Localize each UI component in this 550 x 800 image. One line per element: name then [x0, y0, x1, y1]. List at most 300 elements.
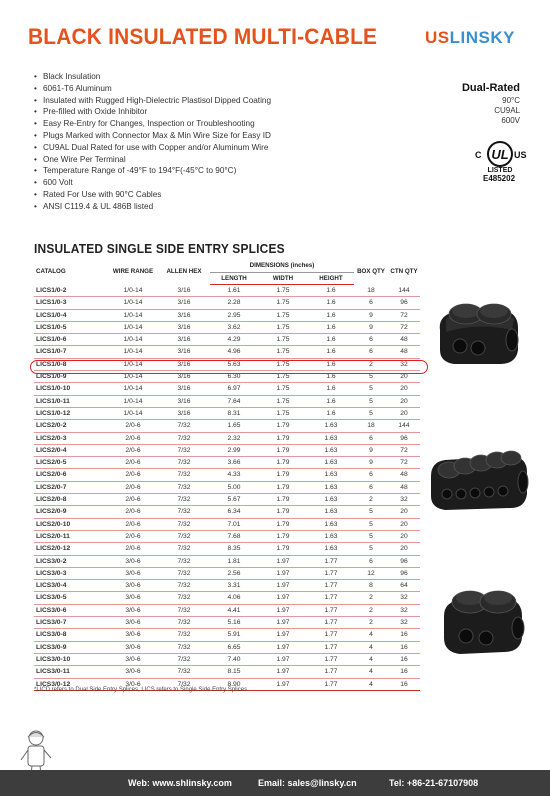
ul-us-label: US [514, 150, 527, 160]
box-qty-cell: 6 [354, 432, 388, 444]
table-row [34, 518, 420, 530]
ul-c-label: C [475, 150, 482, 160]
allen-hex-cell: 7/32 [158, 457, 210, 469]
box-qty-cell: 5 [354, 383, 388, 395]
height-cell: 1.6 [308, 395, 354, 407]
rating-voltage: 600V [501, 116, 520, 125]
box-qty-cell: 6 [354, 346, 388, 358]
allen-hex-cell: 3/16 [158, 407, 210, 419]
catalog-cell: LICS2/0-7 [34, 481, 108, 493]
ctn-qty-cell: 48 [388, 481, 420, 493]
ctn-qty-cell: 20 [388, 395, 420, 407]
catalog-cell: LICS2/0-12 [34, 543, 108, 555]
box-qty-cell: 4 [354, 678, 388, 690]
wire-range-cell: 3/0-6 [108, 678, 158, 690]
width-cell: 1.79 [258, 457, 308, 469]
wire-range-cell: 3/0-6 [108, 580, 158, 592]
allen-hex-cell: 7/32 [158, 678, 210, 690]
col-length: LENGTH [210, 273, 258, 285]
height-cell: 1.6 [308, 334, 354, 346]
height-cell: 1.77 [308, 604, 354, 616]
box-qty-cell: 4 [354, 666, 388, 678]
height-cell: 1.77 [308, 653, 354, 665]
catalog-cell: LICS1/0-6 [34, 334, 108, 346]
length-cell: 2.95 [210, 309, 258, 321]
feature-item: • One Wire Per Terminal [34, 154, 271, 166]
length-cell: 7.64 [210, 395, 258, 407]
box-qty-cell: 8 [354, 580, 388, 592]
ctn-qty-cell: 20 [388, 407, 420, 419]
table-row [34, 285, 420, 297]
ctn-qty-cell: 20 [388, 530, 420, 542]
height-cell: 1.77 [308, 641, 354, 653]
ctn-qty-cell: 32 [388, 494, 420, 506]
allen-hex-cell: 7/32 [158, 494, 210, 506]
allen-hex-cell: 3/16 [158, 297, 210, 309]
feature-item: • CU9AL Dual Rated for use with Copper and/or Aluminum Wire [34, 142, 271, 154]
ctn-qty-cell: 20 [388, 543, 420, 555]
wire-range-cell: 2/0-6 [108, 457, 158, 469]
allen-hex-cell: 7/32 [158, 555, 210, 567]
length-cell: 8.90 [210, 678, 258, 690]
wire-range-cell: 1/0-14 [108, 285, 158, 297]
length-cell: 4.96 [210, 346, 258, 358]
box-qty-cell: 18 [354, 420, 388, 432]
allen-hex-cell: 7/32 [158, 666, 210, 678]
wire-range-cell: 3/0-6 [108, 617, 158, 629]
height-cell: 1.63 [308, 444, 354, 456]
ctn-qty-cell: 32 [388, 604, 420, 616]
height-cell: 1.63 [308, 530, 354, 542]
box-qty-cell: 4 [354, 653, 388, 665]
length-cell: 2.32 [210, 432, 258, 444]
wire-range-cell: 1/0-14 [108, 321, 158, 333]
table-row [34, 334, 420, 346]
table-row [34, 592, 420, 604]
catalog-cell: LICS1/0-10 [34, 383, 108, 395]
wire-range-cell: 3/0-6 [108, 555, 158, 567]
box-qty-cell: 6 [354, 297, 388, 309]
height-cell: 1.77 [308, 678, 354, 690]
rating-block [462, 83, 520, 126]
length-cell: 4.06 [210, 592, 258, 604]
height-cell: 1.6 [308, 285, 354, 297]
catalog-cell: LICS2/0-11 [34, 530, 108, 542]
feature-item: • 6061-T6 Aluminum [34, 83, 271, 95]
table-row [34, 346, 420, 358]
box-qty-cell: 2 [354, 617, 388, 629]
catalog-cell: LICS1/0-3 [34, 297, 108, 309]
box-qty-cell: 2 [354, 592, 388, 604]
table-row [34, 567, 420, 579]
col-height: HEIGHT [308, 273, 354, 285]
wire-range-cell: 3/0-6 [108, 567, 158, 579]
width-cell: 1.79 [258, 420, 308, 432]
col-dimensions: DIMENSIONS (inches) [210, 260, 354, 273]
table-row [34, 641, 420, 653]
box-qty-cell: 2 [354, 494, 388, 506]
allen-hex-cell: 3/16 [158, 395, 210, 407]
width-cell: 1.79 [258, 432, 308, 444]
col-ctn-qty: CTN QTY [390, 268, 418, 276]
allen-hex-cell: 3/16 [158, 334, 210, 346]
wire-range-cell: 3/0-6 [108, 604, 158, 616]
length-cell: 3.62 [210, 321, 258, 333]
wire-range-cell: 3/0-6 [108, 641, 158, 653]
table-body [34, 285, 420, 691]
table-row [34, 297, 420, 309]
wire-range-cell: 3/0-6 [108, 653, 158, 665]
box-qty-cell: 6 [354, 334, 388, 346]
ctn-qty-cell: 20 [388, 518, 420, 530]
length-cell: 5.00 [210, 481, 258, 493]
highlight-ring [30, 360, 428, 374]
table-row [34, 494, 420, 506]
height-cell: 1.77 [308, 629, 354, 641]
length-cell: 1.81 [210, 555, 258, 567]
box-qty-cell: 5 [354, 395, 388, 407]
feature-item: • Plugs Marked with Connector Max & Min Wire Size for Easy ID [34, 130, 271, 142]
width-cell: 1.75 [258, 309, 308, 321]
allen-hex-cell: 7/32 [158, 653, 210, 665]
length-cell: 1.61 [210, 285, 258, 297]
table-row [34, 481, 420, 493]
height-cell: 1.77 [308, 617, 354, 629]
ctn-qty-cell: 48 [388, 334, 420, 346]
box-qty-cell: 5 [354, 518, 388, 530]
footer-web[interactable]: Web: www.shlinsky.com [128, 778, 232, 788]
ctn-qty-cell: 96 [388, 432, 420, 444]
table-row [34, 506, 420, 518]
wire-range-cell: 1/0-14 [108, 297, 158, 309]
width-cell: 1.75 [258, 321, 308, 333]
catalog-cell: LICS2/0-3 [34, 432, 108, 444]
catalog-cell: LICS3/0-10 [34, 653, 108, 665]
width-cell: 1.97 [258, 592, 308, 604]
ctn-qty-cell: 48 [388, 346, 420, 358]
wire-range-cell: 2/0-6 [108, 506, 158, 518]
wire-range-cell: 3/0-6 [108, 629, 158, 641]
length-cell: 7.40 [210, 653, 258, 665]
allen-hex-cell: 7/32 [158, 629, 210, 641]
feature-list [34, 71, 271, 213]
ctn-qty-cell: 48 [388, 469, 420, 481]
wire-range-cell: 2/0-6 [108, 543, 158, 555]
height-cell: 1.63 [308, 481, 354, 493]
ctn-qty-cell: 72 [388, 309, 420, 321]
svg-text:UL: UL [491, 147, 509, 162]
brand-logo [425, 28, 515, 48]
width-cell: 1.79 [258, 530, 308, 542]
box-qty-cell: 5 [354, 530, 388, 542]
height-cell: 1.63 [308, 506, 354, 518]
length-cell: 5.63 [210, 358, 258, 370]
allen-hex-cell: 3/16 [158, 358, 210, 370]
box-qty-cell: 12 [354, 567, 388, 579]
box-qty-cell: 5 [354, 506, 388, 518]
splice-single-port-image [436, 576, 530, 660]
length-cell: 4.41 [210, 604, 258, 616]
table-row [34, 309, 420, 321]
wire-range-cell: 1/0-14 [108, 407, 158, 419]
catalog-cell: LICS3/0-9 [34, 641, 108, 653]
ctn-qty-cell: 16 [388, 629, 420, 641]
catalog-cell: LICS2/0-4 [34, 444, 108, 456]
height-cell: 1.6 [308, 321, 354, 333]
ctn-qty-cell: 96 [388, 567, 420, 579]
table-row [34, 530, 420, 542]
ctn-qty-cell: 144 [388, 420, 420, 432]
ctn-qty-cell: 16 [388, 653, 420, 665]
length-cell: 6.30 [210, 371, 258, 383]
height-cell: 1.63 [308, 543, 354, 555]
box-qty-cell: 4 [354, 641, 388, 653]
height-cell: 1.63 [308, 494, 354, 506]
catalog-cell: LICS1/0-5 [34, 321, 108, 333]
height-cell: 1.6 [308, 346, 354, 358]
box-qty-cell: 5 [354, 371, 388, 383]
ctn-qty-cell: 96 [388, 297, 420, 309]
wire-range-cell: 2/0-6 [108, 469, 158, 481]
width-cell: 1.97 [258, 641, 308, 653]
height-cell: 1.77 [308, 567, 354, 579]
width-cell: 1.75 [258, 346, 308, 358]
width-cell: 1.75 [258, 285, 308, 297]
width-cell: 1.97 [258, 653, 308, 665]
col-catalog: CATALOG [36, 268, 66, 276]
allen-hex-cell: 3/16 [158, 309, 210, 321]
allen-hex-cell: 7/32 [158, 444, 210, 456]
col-wire-range: WIRE RANGE [112, 268, 154, 276]
length-cell: 8.31 [210, 407, 258, 419]
width-cell: 1.97 [258, 555, 308, 567]
height-cell: 1.63 [308, 420, 354, 432]
wire-range-cell: 1/0-14 [108, 346, 158, 358]
col-box-qty: BOX QTY [357, 268, 385, 276]
allen-hex-cell: 7/32 [158, 580, 210, 592]
logo-us: US [425, 28, 450, 47]
ctn-qty-cell: 16 [388, 678, 420, 690]
catalog-cell: LICS1/0-7 [34, 346, 108, 358]
height-cell: 1.6 [308, 371, 354, 383]
length-cell: 8.35 [210, 543, 258, 555]
allen-hex-cell: 3/16 [158, 371, 210, 383]
ctn-qty-cell: 16 [388, 641, 420, 653]
wire-range-cell: 1/0-14 [108, 371, 158, 383]
catalog-cell: LICS3/0-6 [34, 604, 108, 616]
allen-hex-cell: 7/32 [158, 617, 210, 629]
length-cell: 2.99 [210, 444, 258, 456]
width-cell: 1.97 [258, 678, 308, 690]
wire-range-cell: 1/0-14 [108, 309, 158, 321]
feature-item: • Pre-filled with Oxide Inhibitor [34, 106, 271, 118]
ctn-qty-cell: 96 [388, 555, 420, 567]
height-cell: 1.6 [308, 309, 354, 321]
table-row [34, 617, 420, 629]
height-cell: 1.6 [308, 383, 354, 395]
allen-hex-cell: 7/32 [158, 432, 210, 444]
box-qty-cell: 9 [354, 309, 388, 321]
col-allen-hex: ALLEN HEX [166, 268, 202, 276]
height-cell: 1.63 [308, 469, 354, 481]
height-cell: 1.77 [308, 580, 354, 592]
table-row [34, 444, 420, 456]
allen-hex-cell: 7/32 [158, 641, 210, 653]
ctn-qty-cell: 64 [388, 580, 420, 592]
ctn-qty-cell: 20 [388, 383, 420, 395]
length-cell: 7.68 [210, 530, 258, 542]
feature-item: • Black Insulation [34, 71, 271, 83]
length-cell: 6.97 [210, 383, 258, 395]
height-cell: 1.6 [308, 407, 354, 419]
table-row [34, 457, 420, 469]
length-cell: 5.91 [210, 629, 258, 641]
wire-range-cell: 1/0-14 [108, 395, 158, 407]
ctn-qty-cell: 144 [388, 285, 420, 297]
length-cell: 1.65 [210, 420, 258, 432]
footer-email[interactable]: Email: sales@linsky.cn [258, 778, 357, 788]
box-qty-cell: 4 [354, 629, 388, 641]
allen-hex-cell: 7/32 [158, 506, 210, 518]
width-cell: 1.79 [258, 481, 308, 493]
catalog-cell: LICS1/0-8 [34, 358, 108, 370]
length-cell: 3.31 [210, 580, 258, 592]
feature-item: • ANSI C119.4 & UL 486B listed [34, 201, 271, 213]
catalog-cell: LICS1/0-2 [34, 285, 108, 297]
splice-spec-table [34, 260, 420, 691]
allen-hex-cell: 3/16 [158, 383, 210, 395]
catalog-cell: LICS3/0-2 [34, 555, 108, 567]
length-cell: 4.29 [210, 334, 258, 346]
catalog-cell: LICS1/0-9 [34, 371, 108, 383]
width-cell: 1.97 [258, 666, 308, 678]
rating-material: CU9AL [494, 106, 520, 115]
table-row [34, 580, 420, 592]
allen-hex-cell: 7/32 [158, 604, 210, 616]
catalog-cell: LICS2/0-9 [34, 506, 108, 518]
ctn-qty-cell: 32 [388, 592, 420, 604]
allen-hex-cell: 7/32 [158, 530, 210, 542]
allen-hex-cell: 7/32 [158, 420, 210, 432]
ul-file-number: E485202 [483, 174, 516, 183]
wire-range-cell: 2/0-6 [108, 530, 158, 542]
wire-range-cell: 2/0-6 [108, 420, 158, 432]
width-cell: 1.75 [258, 358, 308, 370]
allen-hex-cell: 7/32 [158, 543, 210, 555]
allen-hex-cell: 7/32 [158, 518, 210, 530]
wire-range-cell: 3/0-6 [108, 666, 158, 678]
width-cell: 1.97 [258, 567, 308, 579]
catalog-cell: LICS3/0-12 [34, 678, 108, 690]
wire-range-cell: 2/0-6 [108, 432, 158, 444]
catalog-cell: LICS1/0-4 [34, 309, 108, 321]
catalog-cell: LICS3/0-8 [34, 629, 108, 641]
height-cell: 1.63 [308, 518, 354, 530]
box-qty-cell: 5 [354, 407, 388, 419]
ctn-qty-cell: 20 [388, 371, 420, 383]
catalog-cell: LICS2/0-2 [34, 420, 108, 432]
width-cell: 1.75 [258, 371, 308, 383]
rating-title: Dual-Rated [461, 82, 520, 94]
ctn-qty-cell: 16 [388, 666, 420, 678]
height-cell: 1.77 [308, 592, 354, 604]
length-cell: 2.28 [210, 297, 258, 309]
box-qty-cell: 5 [354, 543, 388, 555]
page-title: BLACK INSULATED MULTI-CABLE [28, 24, 378, 49]
catalog-cell: LICS1/0-12 [34, 407, 108, 419]
height-cell: 1.6 [308, 297, 354, 309]
catalog-cell: LICS2/0-5 [34, 457, 108, 469]
width-cell: 1.97 [258, 617, 308, 629]
length-cell: 4.33 [210, 469, 258, 481]
catalog-cell: LICS2/0-8 [34, 494, 108, 506]
table-row [34, 407, 420, 419]
length-cell: 7.01 [210, 518, 258, 530]
width-cell: 1.97 [258, 629, 308, 641]
wire-range-cell: 3/0-6 [108, 592, 158, 604]
width-cell: 1.79 [258, 494, 308, 506]
allen-hex-cell: 7/32 [158, 469, 210, 481]
width-cell: 1.97 [258, 604, 308, 616]
catalog-cell: LICS2/0-10 [34, 518, 108, 530]
width-cell: 1.75 [258, 395, 308, 407]
table-row [34, 666, 420, 678]
width-cell: 1.75 [258, 407, 308, 419]
ctn-qty-cell: 32 [388, 617, 420, 629]
table-row [34, 604, 420, 616]
feature-item: • Easy Re-Entry for Changes, Inspection or Troubleshooting [34, 118, 271, 130]
catalog-cell: LICS1/0-11 [34, 395, 108, 407]
box-qty-cell: 6 [354, 555, 388, 567]
height-cell: 1.63 [308, 457, 354, 469]
width-cell: 1.97 [258, 580, 308, 592]
width-cell: 1.75 [258, 383, 308, 395]
rating-temp: 90°C [502, 96, 520, 105]
ctn-qty-cell: 72 [388, 321, 420, 333]
feature-item: • Rated For Use with 90°C Cables [34, 189, 271, 201]
length-cell: 6.34 [210, 506, 258, 518]
width-cell: 1.75 [258, 334, 308, 346]
logo-linsky: LINSKY [449, 28, 515, 47]
splice-multi-port-image [425, 440, 531, 516]
length-cell: 8.15 [210, 666, 258, 678]
box-qty-cell: 6 [354, 469, 388, 481]
wire-range-cell: 1/0-14 [108, 334, 158, 346]
catalog-cell: LICS3/0-7 [34, 617, 108, 629]
table-row [34, 653, 420, 665]
box-qty-cell: 9 [354, 457, 388, 469]
allen-hex-cell: 3/16 [158, 346, 210, 358]
wire-range-cell: 1/0-14 [108, 358, 158, 370]
box-qty-cell: 2 [354, 358, 388, 370]
table-row [34, 555, 420, 567]
height-cell: 1.6 [308, 358, 354, 370]
allen-hex-cell: 7/32 [158, 592, 210, 604]
box-qty-cell: 6 [354, 481, 388, 493]
section-title: INSULATED SINGLE SIDE ENTRY SPLICES [34, 241, 285, 256]
length-cell: 5.16 [210, 617, 258, 629]
ctn-qty-cell: 72 [388, 457, 420, 469]
footer-tel: Tel: +86-21-67107908 [389, 778, 479, 788]
feature-item: • 600 Volt [34, 177, 271, 189]
ctn-qty-cell: 20 [388, 506, 420, 518]
height-cell: 1.77 [308, 666, 354, 678]
table-row [34, 543, 420, 555]
width-cell: 1.79 [258, 543, 308, 555]
box-qty-cell: 9 [354, 321, 388, 333]
allen-hex-cell: 7/32 [158, 567, 210, 579]
length-cell: 2.56 [210, 567, 258, 579]
